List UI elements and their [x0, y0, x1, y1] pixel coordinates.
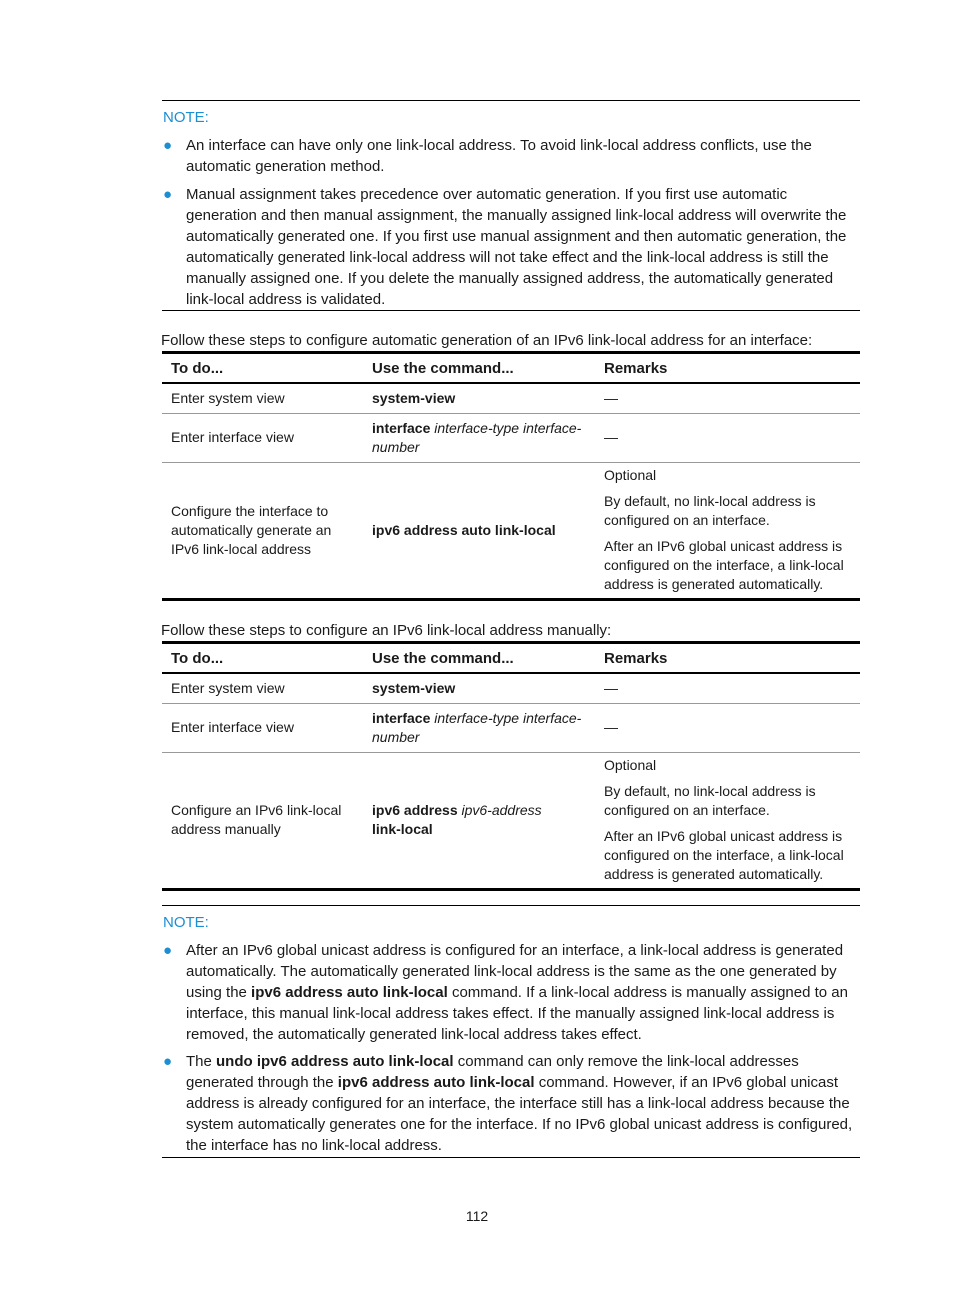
table2-r1-remarks: — [595, 673, 860, 703]
table2-header-row [162, 643, 860, 674]
table2 [162, 641, 860, 891]
bullet-dot-icon: ● [163, 1053, 173, 1070]
table1-r2-cmd: interface interface-type interface-number [363, 413, 595, 462]
table-row [162, 703, 860, 752]
table1-header-command: Use the command... [363, 353, 595, 384]
note1-bullet1: An interface can have only one link-local address. To avoid link-local address conflicts, use the automatic generation method. [186, 137, 812, 175]
table1-r1-cmd: system-view [363, 383, 595, 413]
note2-bottom-rule [162, 1157, 860, 1158]
table2-header-todo: To do... [162, 643, 363, 674]
bullet-dot-icon: ● [163, 942, 173, 959]
table2-r3-remarks: Optional By default, no link-local address is configured on an interface. After an IPv6 global unicast address is configured on the interface, a link-local address is generated automatically. [595, 752, 860, 889]
table1-r3-todo: Configure the interface to automatically generate an IPv6 link-local address [162, 462, 363, 599]
bullet-dot-icon: ● [163, 186, 173, 203]
table-row [162, 413, 860, 462]
note1-bullet2: Manual assignment takes precedence over automatic generation. If you first use automatic generation and then manual assignment, the manually assigned link-local address will overwrite the automatically generated one. If you first use manual assignment and then automatic generation, the automatically generated link-local address will not take effect and the link-local address is still the manually assigned one. If you delete the manually assigned address, the automatically generated link-local address is validated. [186, 186, 847, 308]
table2-r1-todo: Enter system view [162, 673, 363, 703]
table1-r2-todo: Enter interface view [162, 413, 363, 462]
table2-r1-cmd: system-view [363, 673, 595, 703]
note2-label: NOTE: [163, 914, 209, 931]
table1-r1-remarks: — [595, 383, 860, 413]
table1 [162, 351, 860, 601]
table2-r3-todo: Configure an IPv6 link-local address manually [162, 752, 363, 889]
table1-header-remarks: Remarks [595, 353, 860, 384]
table-row [162, 462, 860, 599]
table1-header-row [162, 353, 860, 384]
table1-r2-remarks: — [595, 413, 860, 462]
intro1-paragraph: Follow these steps to configure automatic generation of an IPv6 link-local address for an interface: [161, 332, 813, 349]
bullet-dot-icon: ● [163, 137, 173, 154]
table2-r3-cmd: ipv6 address ipv6-address link-local [363, 752, 595, 889]
note2-top-rule [162, 905, 860, 906]
table1-header-todo: To do... [162, 353, 363, 384]
note2-bullet1: After an IPv6 global unicast address is configured for an interface, a link-local address is generated automatically. The automatically generated link-local address is the same as the one generated by using the ipv6 address auto link-local command. If a link-local address is manually assigned to an interface, this manual link-local address takes effect. If the manually assigned link-local address is removed, the automatically generated link-local address takes effect. [186, 942, 848, 1043]
table1-r3-remarks: Optional By default, no link-local address is configured on an interface. After an IPv6 global unicast address is configured on the interface, a link-local address is generated automatically. [595, 462, 860, 599]
intro2-paragraph: Follow these steps to configure an IPv6 link-local address manually: [161, 622, 612, 639]
table2-r2-todo: Enter interface view [162, 703, 363, 752]
note1-bottom-rule [162, 310, 860, 311]
table2-r2-remarks: — [595, 703, 860, 752]
table-row [162, 383, 860, 413]
table1-r3-cmd: ipv6 address auto link-local [363, 462, 595, 599]
table2-r2-cmd: interface interface-type interface-number [363, 703, 595, 752]
note1-label: NOTE: [163, 109, 209, 126]
table-row [162, 673, 860, 703]
note1-top-rule [162, 100, 860, 101]
table1-r1-todo: Enter system view [162, 383, 363, 413]
table-row [162, 752, 860, 889]
page-number: 112 [465, 1208, 489, 1224]
table2-header-remarks: Remarks [595, 643, 860, 674]
note2-bullet2: The undo ipv6 address auto link-local command can only remove the link-local addresses generated through the ipv6 address auto link-local command. However, if an IPv6 global unicast address is already configured for an interface, the interface still has a link-local address because the system automatically generates one for the interface. If no IPv6 global unicast address is configured, the interface has no link-local address. [186, 1053, 853, 1154]
table2-header-command: Use the command... [363, 643, 595, 674]
